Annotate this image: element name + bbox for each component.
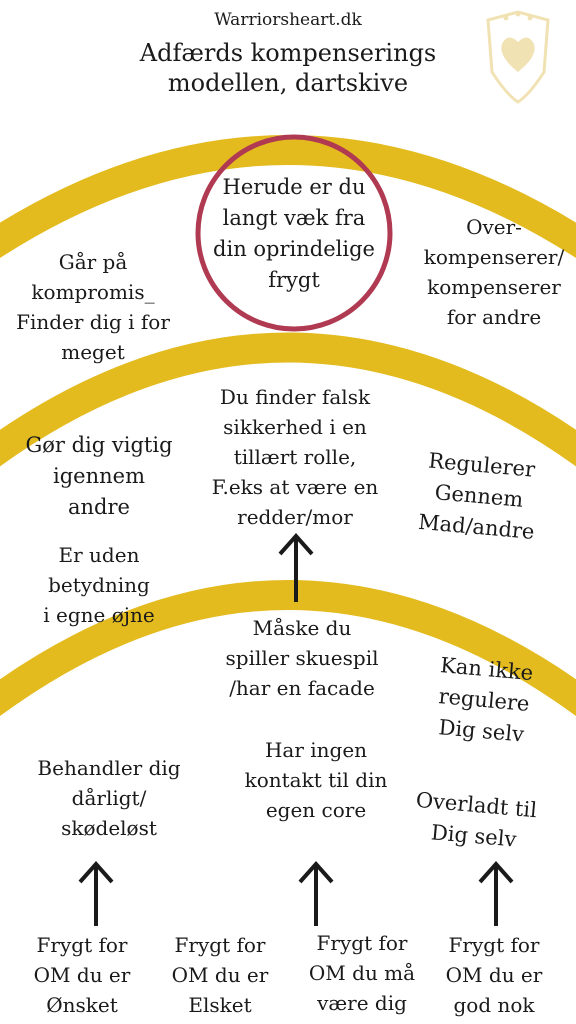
outer-right-text: Over- kompenserer/ kompenserer for andre [423, 215, 565, 329]
middle-center-text: Du finder falsk sikkerhed i en tillært rolle, F.eks at være en redder/mor [211, 385, 379, 529]
page-title: Adfærds kompenserings modellen, dartskive [139, 39, 437, 97]
inner-center-text: Måske du spiller skuespil /har en facade [225, 616, 379, 700]
up-arrow-icon [296, 860, 336, 928]
fear-item: Frygt for OM du er Ønsket [33, 933, 131, 1017]
middle-left-bottom-text: Er uden betydning i egne øjne [43, 543, 155, 627]
inner-right-text: Kan ikke regulere Dig selv [437, 653, 535, 747]
fear-item: Frygt for OM du er Elsket [171, 933, 269, 1017]
outer-left-text: Går på kompromis_ Finder dig i for meget [16, 250, 170, 364]
fear-item: Frygt for OM du må være dig [308, 931, 416, 1015]
outer-center-text: Herude er du langt væk fra din oprindelige frygt [213, 175, 375, 292]
fear-item: Frygt for OM du er god nok [445, 933, 543, 1017]
up-arrow-icon [76, 860, 116, 928]
middle-right-text: Regulerer Gennem Mad/andre [417, 448, 537, 544]
bottom-left-text: Behandler dig dårligt/ skødeløst [37, 756, 181, 840]
site-name: Warriorsheart.dk [214, 10, 362, 30]
up-arrow-icon [276, 532, 316, 604]
bottom-center-text: Har ingen kontakt til din egen core [244, 738, 388, 822]
bottom-right-text: Overladt til Dig selv [414, 787, 538, 852]
up-arrow-icon [476, 860, 516, 928]
middle-left-top-text: Gør dig vigtig igennem andre [25, 433, 173, 519]
